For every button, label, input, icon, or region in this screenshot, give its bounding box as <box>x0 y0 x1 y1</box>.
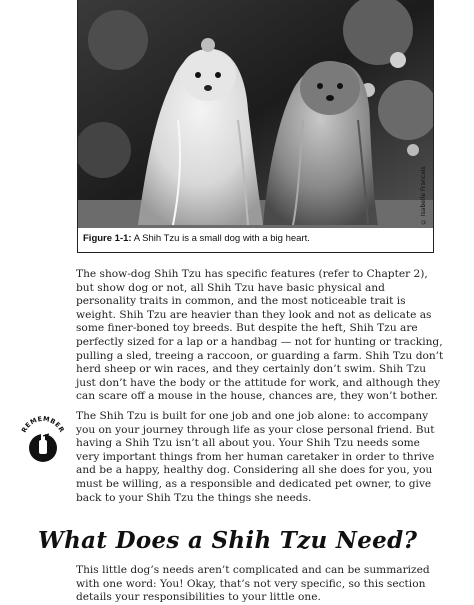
figure-caption <box>83 233 428 244</box>
figure-label: Figure 1-1: <box>83 233 132 244</box>
paragraph-shih-tzu-purpose: The Shih Tzu is built for one job and one job alone: to accompany you on your journey through life as your close personal friend. But having a Shih Tzu isn’t all about you. Your Shih Tzu needs some very important things from her human caretaker in order to thrive and be a happy, healthy dog. Considering all she does for you, you must be willing, as a responsible and dedicated pet owner, to give back to your Shih Tzu the things she needs. <box>76 410 435 504</box>
photo-credit: © Isabelle Francais <box>420 166 427 225</box>
remember-label: REMEMBER <box>19 414 67 435</box>
paragraph-shih-tzu-needs: This little dog’s needs aren’t complicated and can be summarized with one word: You! Okay, that’s not very specific, so this section details your responsibilities to your little one. <box>76 564 430 604</box>
svg-text:REMEMBER <box>20 415 66 434</box>
figure <box>77 0 434 253</box>
figure-caption-text: A Shih Tzu is a small dog with a big heart. <box>133 233 310 244</box>
section-heading: What Does a Shih Tzu Need? <box>38 527 418 554</box>
shih-tzu-photo <box>78 0 433 228</box>
remember-icon <box>18 410 68 470</box>
paragraph-shih-tzu-traits: The show-dog Shih Tzu has specific features (refer to Chapter 2), but show dog or not, all Shih Tzu have basic physical and personality traits in common, and the most noticeable trait is weight. Shih Tzu are heavier than they look and not as delicate as some finer-boned toy breeds. But despite the heft, Shih Tzu are perfectly sized for a lap or a handbag — not for hunting or tracking, pulling a sled, treeing a raccoon, or guarding a farm. Shih Tzu don’t herd sheep or win races, and they certainly don’t swim. Shih Tzu just don’t have the body or the attitude for work, and although they can scare off a mouse in the house, chances are, they won’t bother. <box>76 268 444 403</box>
